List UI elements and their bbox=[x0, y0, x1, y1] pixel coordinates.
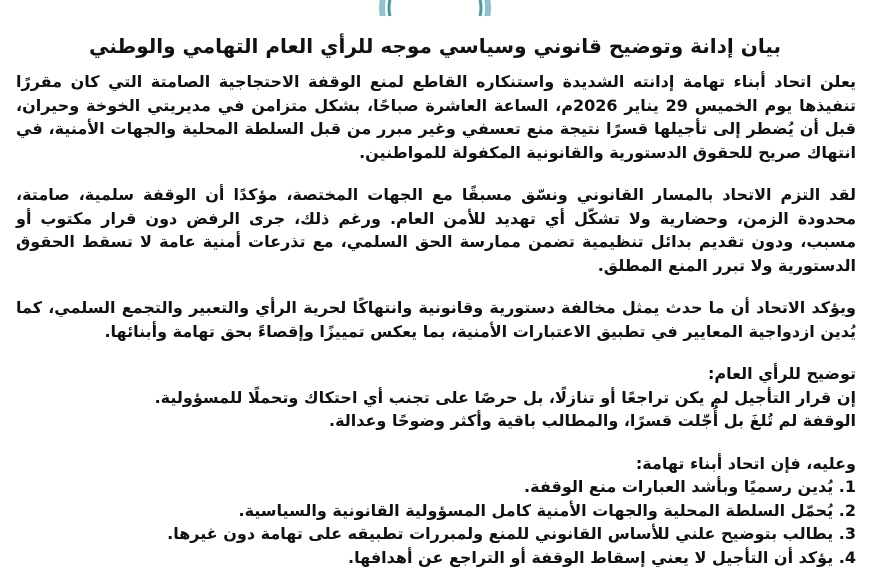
list-item: 4. يؤكد أن التأجيل لا يعني إسقاط الوقفة أو التراجع عن أهدافها. bbox=[348, 547, 856, 567]
paragraph bbox=[16, 70, 856, 164]
clarification-line: إن قرار التأجيل لم يكن تراجعًا أو تنازلًا، بل حرصًا على تجنب أي احتكاك وتحملًا للمسؤولية. bbox=[154, 387, 856, 407]
section-heading: توضيح للرأي العام: bbox=[708, 364, 856, 383]
paragraph bbox=[16, 296, 856, 343]
paragraph-text: يعلن اتحاد أبناء تهامة إدانته الشديدة واستنكاره القاطع لمنع الوقفة الاحتجاجية الصامتة التي كان مقررًا تنفيذها يوم الخميس 29 يناير 2026م، الساعة العاشرة صباحًا، بشكل متزامن في مديريتي الخوخة وحيران، قبل أن يُضطر إلى تأجيلها قسرًا نتيجة منع تعسفي وغير مبرر من قبل السلطة المحلية والجهات الأمنية، في انتهاك صريح للحقوق الدستورية والقانونية المكفولة للمواطنين. bbox=[16, 72, 857, 162]
paragraph-text: لقد التزم الاتحاد بالمسار القانوني ونسّق مسبقًا مع الجهات المختصة، مؤكدًا أن الوقفة سلمية، صامتة، محدودة الزمن، وحضارية ولا تشكّل أي تهديد للأمن العام. ورغم ذلك، جرى الرفض دون قرار مكتوب أو مسبب، ودون تقديم بدائل تنظيمية تضمن ممارسة الحق السلمي، مع تذرعات أمنية عامة لا تسقط الحقوق الدستورية ولا تبرر المنع المطلق. bbox=[16, 185, 856, 275]
paragraph bbox=[16, 183, 856, 277]
clarification-line: الوقفة لم تُلغَ بل أُجّلت قسرًا، والمطالب باقية وأكثر وضوحًا وعدالة. bbox=[328, 411, 856, 430]
declaration-section bbox=[16, 452, 856, 570]
union-logo bbox=[377, 0, 493, 16]
paragraph-text: ويؤكد الاتحاد أن ما حدث يمثل مخالفة دستورية وقانونية وانتهاكًا لحرية الرأي والتعبير والتجمع السلمي، كما يُدين ازدواجية المعايير في تطبيق الاعتبارات الأمنية، بما يعكس تمييزًا وإقصاءً بحق تهامة وأبنائها. bbox=[16, 298, 856, 341]
logo-emblem bbox=[377, 0, 493, 16]
section-heading: وعليه، فإن اتحاد أبناء تهامة: bbox=[635, 453, 856, 473]
list-item: 3. يطالب بتوضيح علني للأساس القانوني للمنع ولمبررات تطبيقه على تهامة دون غيرها. bbox=[167, 524, 856, 543]
document-body bbox=[16, 70, 856, 588]
list-item: 2. يُحمّل السلطة المحلية والجهات الأمنية كامل المسؤولية القانونية والسياسية. bbox=[238, 500, 856, 520]
declaration-list bbox=[16, 475, 856, 569]
document-title: بيان إدانة وتوضيح قانوني وسياسي موجه للرأي العام التهامي والوطني bbox=[88, 34, 781, 58]
clarification-section bbox=[16, 362, 856, 433]
list-item: 1. يُدين رسميًا وبأشد العبارات منع الوقفة. bbox=[524, 477, 856, 496]
